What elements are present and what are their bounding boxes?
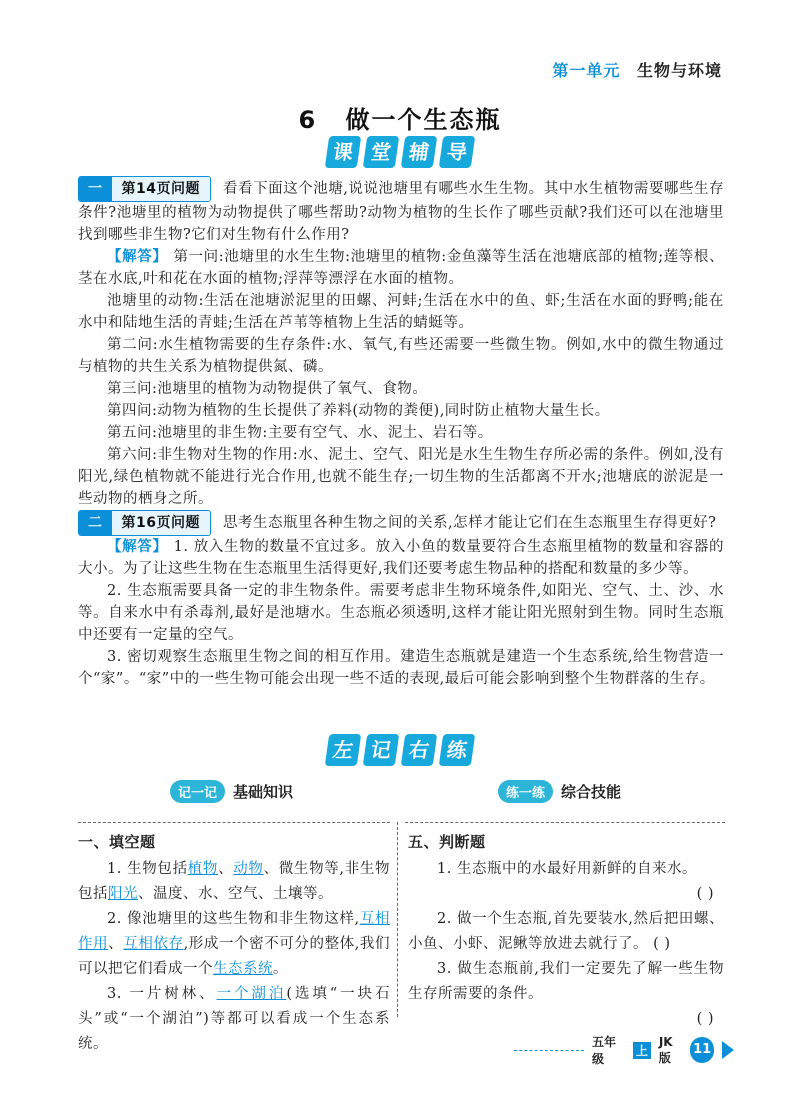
question-text: 看看下面这个池塘,说说池塘里有哪些水生生物。其中水生植物需要哪些生存条件?池塘里的植物为动物提供了哪些帮助?动物为植物的生长作了哪些贡献?我们还可以在池塘里找到哪些非生物?它们对生物有什么作用? xyxy=(78,181,724,243)
answer-paragraph: 第二问:水生植物需要的生存条件:水、氧气,有些还需要一些微生物。例如,水中的微生物通过与植物的共生关系为植物提供氮、磷。 xyxy=(78,337,724,375)
banner-classroom-guide xyxy=(0,136,800,168)
lesson-name: 做一个生态瓶 xyxy=(345,106,502,134)
unit-header xyxy=(552,58,722,81)
unit-topic: 生物与环境 xyxy=(636,61,722,80)
comprehensive-skill-label: 综合技能 xyxy=(561,783,622,801)
term-label: 上 xyxy=(633,1042,651,1059)
answer-blank: 动物 xyxy=(233,861,264,877)
answer-paren[interactable]: ( ) xyxy=(696,1011,714,1027)
lesson-number: 6 xyxy=(298,106,318,134)
arrow-icon xyxy=(722,1041,734,1059)
answer-paren[interactable]: ( ) xyxy=(696,886,714,902)
grade-label: 五年级 xyxy=(592,1035,617,1066)
question-tag: 一 第14页问题 xyxy=(78,176,211,202)
banner-char: 堂 xyxy=(363,136,399,168)
answer-blank: 一个湖泊 xyxy=(216,986,287,1002)
section-1-question xyxy=(78,176,724,246)
answer-paragraph: 2. 生态瓶需要具备一定的非生物条件。需要考虑非生物环境条件,如阳光、空气、土、沙、水等。自来水中有杀毒剂,最好是池塘水。生态瓶必须透明,这样才能让阳光照射到生物。同时生态瓶中还要有一定量的空气。 xyxy=(78,583,724,643)
fill-blank-heading: 一、填空题 xyxy=(78,833,156,851)
answer-paragraph: 【解答】 1. 放入生物的数量不宜过多。放入小鱼的数量要符合生态瓶里植物的数量和容器的大小。为了让这些生物在生态瓶里生活得更好,我们还要考虑生物品种的搭配和数量的多少等。 xyxy=(78,538,724,577)
fill-question-2: 2. 像池塘里的这些生物和非生物这样,互相作用、互相依存,形成一个密不可分的整体,我们可以把它们看成一个生态系统。 xyxy=(78,911,391,977)
answer-blank: 互相依存 xyxy=(123,936,184,952)
lesson-title xyxy=(0,100,800,135)
judge-item: 3. 做生态瓶前,我们一定要先了解一些生物生存所需要的条件。 xyxy=(408,961,724,1002)
section-2-question xyxy=(78,510,724,536)
answer-blank: 阳光 xyxy=(108,886,138,902)
fill-question-1: 1. 生物包括植物、动物、微生物等,非生物包括阳光、温度、水、空气、土壤等。 xyxy=(78,861,391,902)
banner-char: 记 xyxy=(363,734,399,766)
page-footer xyxy=(514,1034,734,1066)
right-col-header xyxy=(498,780,621,803)
judge-item: 1. 生态瓶中的水最好用新鲜的自来水。 xyxy=(437,861,697,877)
answer-paragraph: 3. 密切观察生态瓶里生物之间的相互作用。建造生态瓶就是建造一个生态系统,给生物营造一个“家”。“家”中的一些生物可能会出现一些不适的表现,最后可能会影响到整个生物群落的生存。 xyxy=(78,649,724,687)
answer-paragraph: 第六问:非生物对生物的作用:水、泥土、空气、阳光是水生生物生存所必需的条件。例如,没有阳光,绿色植物就不能进行光合作用,也就不能生存;一切生物的生活都离不开水;池塘底的淤泥是一些动物的栖身之所。 xyxy=(78,447,724,507)
judge-heading: 五、判断题 xyxy=(408,833,486,851)
left-col xyxy=(78,830,390,1057)
banner-left-right-practice xyxy=(0,734,800,766)
answer-paragraph: 池塘里的动物:生活在池塘淤泥里的田螺、河蚌;生活在水中的鱼、虾;生活在水面的野鸭;能在水中和陆地生活的青蛙;生活在芦苇等植物上生活的蜻蜓等。 xyxy=(78,293,724,331)
question-tag: 二 第16页问题 xyxy=(78,510,211,536)
left-col-header xyxy=(170,780,293,803)
answer-blank: 互相作用 xyxy=(78,911,390,952)
answer-blank: 生态系统 xyxy=(213,961,273,977)
answer-paragraph: 【解答】 第一问:池塘里的水生生物:池塘里的植物:金鱼藻等生活在池塘底部的植物;莲等根、茎在水底,叶和花在水面的植物;浮萍等漂浮在水面的植物。 xyxy=(78,248,725,287)
basic-knowledge-label: 基础知识 xyxy=(233,783,294,801)
remember-pill: 记一记 xyxy=(170,780,225,803)
right-col xyxy=(408,830,724,1032)
fill-question-3: 3. 一片树林、一个湖泊(选填“一块石头”或“一个湖泊”)等都可以看成一个生态系统。 xyxy=(78,986,390,1052)
banner-char: 练 xyxy=(439,734,475,766)
banner-char: 导 xyxy=(439,136,475,168)
banner-char: 左 xyxy=(325,734,361,766)
banner-char: 课 xyxy=(325,136,361,168)
left-rule xyxy=(78,822,390,823)
answer-tag: 【解答】 xyxy=(107,538,168,555)
practice-pill: 练一练 xyxy=(498,780,553,803)
question-text: 思考生态瓶里各种生物之间的关系,怎样才能让它们在生态瓶里生存得更好? xyxy=(222,515,717,531)
answer-paren[interactable]: ( ) xyxy=(653,936,671,952)
section-1 xyxy=(78,176,724,510)
banner-char: 辅 xyxy=(401,136,437,168)
answer-paragraph: 第三问:池塘里的植物为动物提供了氧气、食物。 xyxy=(107,381,428,397)
edition-label: JK版 xyxy=(658,1034,673,1065)
footer-dash xyxy=(514,1050,584,1051)
banner-char: 右 xyxy=(401,734,437,766)
answer-paragraph: 第五问:池塘里的非生物:主要有空气、水、泥土、岩石等。 xyxy=(107,425,493,441)
answer-paragraph: 第四问:动物为植物的生长提供了养料(动物的粪便),同时防止植物大量生长。 xyxy=(107,403,610,419)
right-rule xyxy=(405,822,725,823)
section-2 xyxy=(78,510,724,690)
unit-label: 第一单元 xyxy=(552,61,621,80)
column-divider xyxy=(397,822,398,1017)
answer-blank: 植物 xyxy=(187,861,219,877)
page-number: 11 xyxy=(690,1037,714,1063)
judge-item: 2. 做一个生态瓶,首先要装水,然后把田螺、小鱼、小虾、泥鳅等放进去就行了。 ( ) xyxy=(408,911,724,952)
answer-tag: 【解答】 xyxy=(107,248,168,265)
